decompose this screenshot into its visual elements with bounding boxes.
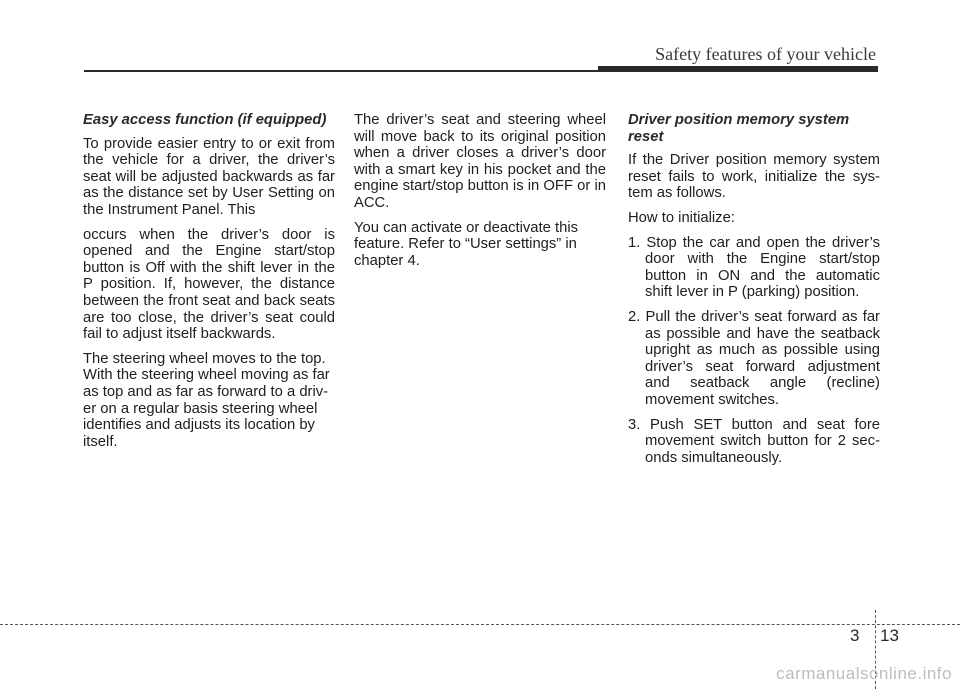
right-column: [628, 112, 880, 474]
memory-reset-heading: Driver position memory system reset: [628, 112, 850, 145]
paragraph: You can activate or deactivate this feature. Refer to “User settings” in chapter 4.: [354, 219, 579, 269]
paragraph: To provide easier entry to or exit from the vehicle for a driver, the driver’s seat will be adjusted backwards as far as the distance set by User Setting on the Instrument Panel. This: [83, 135, 335, 218]
section-title: Safety features of your vehicle: [655, 44, 876, 64]
step-item: 1. Stop the car and open the driver’s door with the Engine start/stop button in ON and the automatic shift lever in P (parking) position.: [628, 234, 880, 301]
watermark: carmanualsonline.info: [776, 664, 952, 683]
page-number: 13: [880, 626, 899, 645]
step-item: 3. Push SET button and seat fore movement switch button for 2 sec- onds simultaneously.: [628, 416, 880, 466]
header-tab-bar: [598, 66, 878, 72]
easy-access-heading: Easy access function (if equipped): [83, 112, 327, 128]
paragraph: If the Driver position memory system reset fails to work, initialize the sys- tem as follows.: [628, 152, 880, 202]
left-column: [83, 112, 335, 458]
paragraph: The driver’s seat and steering wheel will move back to its original position when a driver closes a driver’s door with a smart key in his pocket and the engine start/stop button is in OFF or in ACC.: [354, 112, 606, 211]
steps-list: [628, 235, 880, 467]
footer-rule: [0, 624, 960, 625]
step-item: 2. Pull the driver’s seat forward as far as possible and have the seatback upright as much as possible using driver’s seat forward adjustment and seatback angle (recline) movement switches.: [628, 308, 880, 408]
chapter-number: 3: [850, 626, 860, 645]
paragraph: The steering wheel moves to the top. With the steering wheel moving as far as top and as far as forward to a driv- er on a regular basis steering wheel identifies and adjusts its location by itself.: [83, 350, 330, 450]
middle-column: [354, 112, 606, 277]
paragraph: occurs when the driver’s door is opened and the Engine start/stop button is Off with the shift lever in the P position. If, however, the distance between the front seat and back seats are too close, the driver’s seat could fail to adjust itself backwards.: [83, 226, 335, 343]
how-to-label: How to initialize:: [628, 209, 735, 226]
